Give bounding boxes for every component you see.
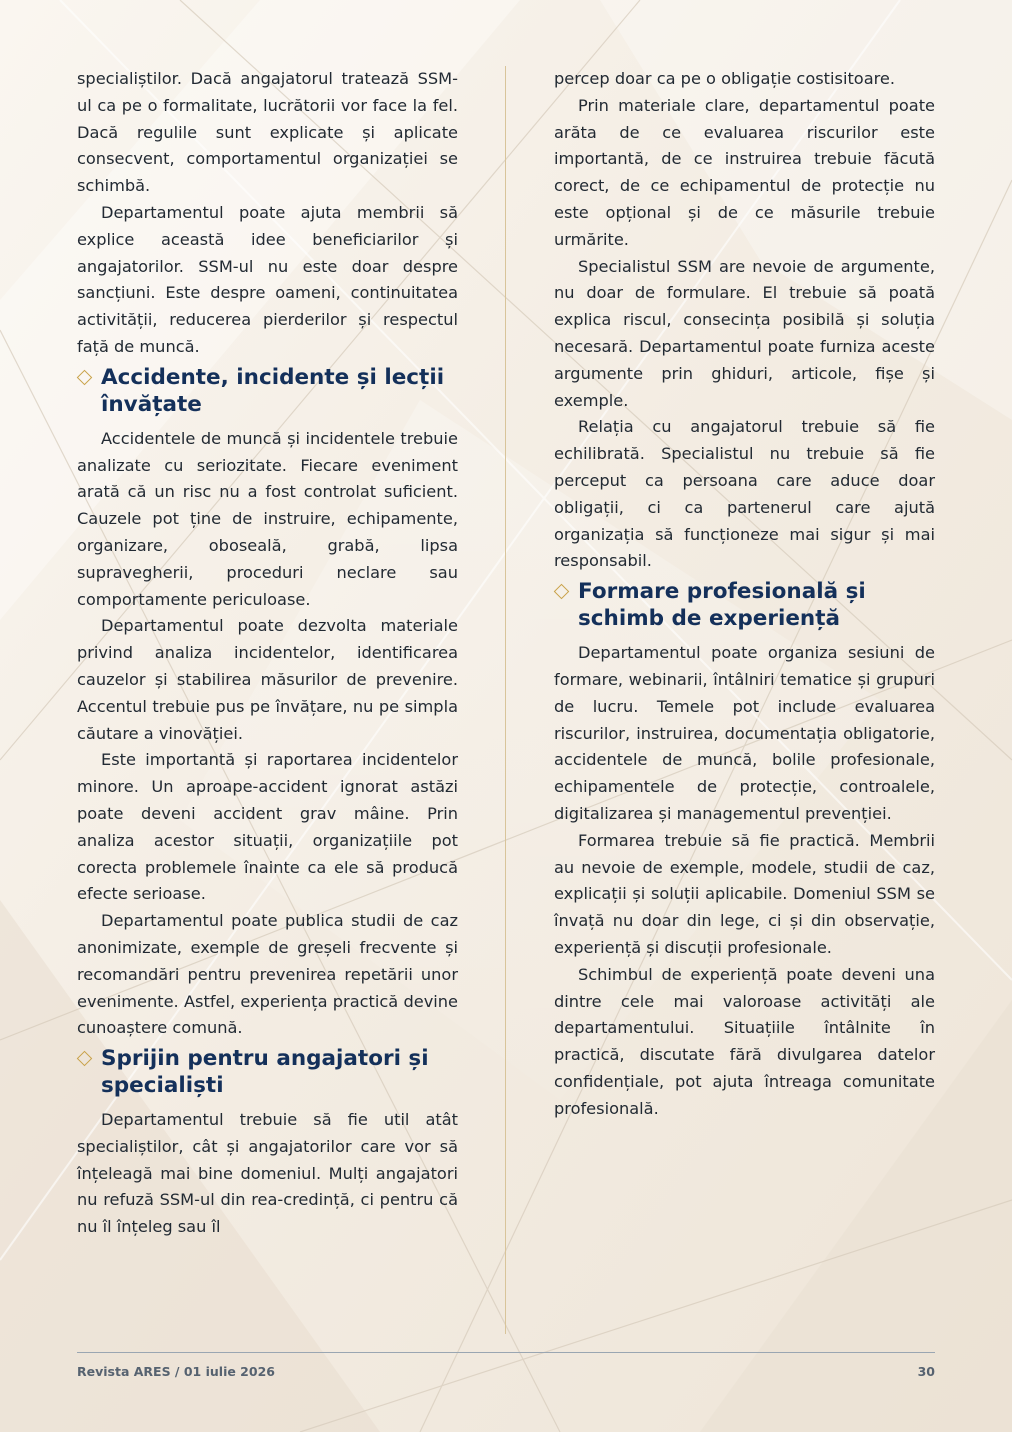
paragraph: percep doar ca pe o obligație costisitoare. (554, 69, 896, 88)
article-columns (77, 66, 935, 1334)
footer-publication: Revista ARES / 01 iulie 2026 (77, 1364, 275, 1379)
footer-rule (77, 1352, 935, 1353)
paragraph: Prin materiale clare, departamentul poate arăta de ce evaluarea riscurilor este importantă, de ce instruirea trebuie făcută corect, de ce echipamentul de protecție nu este opțional și de ce măsurile trebuie urmărite. (554, 95, 935, 249)
page-number: 30 (917, 1364, 935, 1379)
diamond-bullet-icon (77, 1051, 93, 1067)
section-heading-accidents (77, 364, 458, 418)
paragraph: Este importantă și raportarea incidentelor minore. Un aproape-accident ignorat astăzi poate deveni accident grav mâine. Prin analiza acestor situații, organizațiile pot corecta problemele înainte ca ele să producă efecte serioase. (77, 750, 458, 904)
paragraph: Departamentul poate publica studii de caz anonimizate, exemple de greșeli frecvente și recomandări pentru prevenirea repetării unor evenimente. Astfel, experiența practică devine cunoaștere comună. (77, 911, 458, 1038)
right-column (554, 66, 935, 1122)
section-heading-text: Formare profesională și schimb de experiență (578, 579, 866, 632)
paragraph: Departamentul trebuie să fie util atât specialiștilor, cât și angajatorilor care vor să înțeleagă mai bine domeniul. Mulți angajatori nu refuză SSM-ul din rea-credință, ci pentru că nu îl înțeleg sau îl (77, 1110, 458, 1237)
paragraph: Specialistul SSM are nevoie de argumente, nu doar de formulare. El trebuie să poată explica riscul, consecința posibilă și soluția necesară. Departamentul poate furniza aceste argumente prin ghiduri, articole, fișe și exemple. (554, 256, 935, 410)
paragraph: Relația cu angajatorul trebuie să fie echilibrată. Specialistul nu trebuie să fie perceput ca persoana care aduce doar obligații, ci ca partenerul care ajută organizația să funcționeze mai sigur și mai responsabil. (554, 417, 935, 571)
diamond-bullet-icon (554, 584, 570, 600)
paragraph: specialiștilor. Dacă angajatorul tratează SSM-ul ca pe o formalitate, lucrătorii vor face la fel. Dacă regulile sunt explicate și aplicate consecvent, comportamentul organizației se schimbă. (77, 69, 458, 196)
paragraph: Accidentele de muncă și incidentele trebuie analizate cu seriozitate. Fiecare eveniment arată că un risc nu a fost controlat suficient. Cauzele pot ține de instruire, echipamente, organizare, oboseală, grabă, lipsa supravegherii, proceduri neclare sau comportamente periculoase. (77, 428, 458, 609)
diamond-bullet-icon (77, 369, 93, 385)
left-column (77, 66, 458, 1241)
paragraph: Schimbul de experiență poate deveni una dintre cele mai valoroase activități ale departamentului. Situațiile întâlnite în practică, discutate fără divulgarea datelor confidențiale, pot ajuta întreaga comunitate profesională. (554, 964, 935, 1118)
section-heading-training (554, 578, 935, 632)
paragraph: Departamentul poate dezvolta materiale privind analiza incidentelor, identificarea cauzelor și stabilirea măsurilor de prevenire. Accentul trebuie pus pe învățare, nu pe simpla căutare a vinovăției. (77, 616, 458, 743)
paragraph: Formarea trebuie să fie practică. Membrii au nevoie de exemple, modele, studii de caz, explicații și soluții aplicabile. Domeniul SSM se învață nu doar din lege, ci și din observație, experiență și discuții profesionale. (554, 830, 935, 957)
column-divider (505, 66, 506, 1334)
section-heading-text: Accidente, incidente și lecții învățate (101, 364, 445, 417)
section-heading-support (77, 1045, 458, 1099)
paragraph: Departamentul poate ajuta membrii să explice această idee beneficiarilor și angajatorilor. SSM-ul nu este doar despre sancțiuni. Este despre oameni, continuitatea activității, reducerea pierderilor și respectul față de muncă. (77, 202, 458, 356)
paragraph: Departamentul poate organiza sesiuni de formare, webinarii, întâlniri tematice și grupuri de lucru. Temele pot include evaluarea riscurilor, instruirea, documentația obligatorie, accidentele de muncă, bolile profesionale, echipamentele de protecție, controalele, digitalizarea și managementul prevenției. (554, 643, 935, 823)
section-heading-text: Sprijin pentru angajatori și specialiști (101, 1046, 429, 1099)
